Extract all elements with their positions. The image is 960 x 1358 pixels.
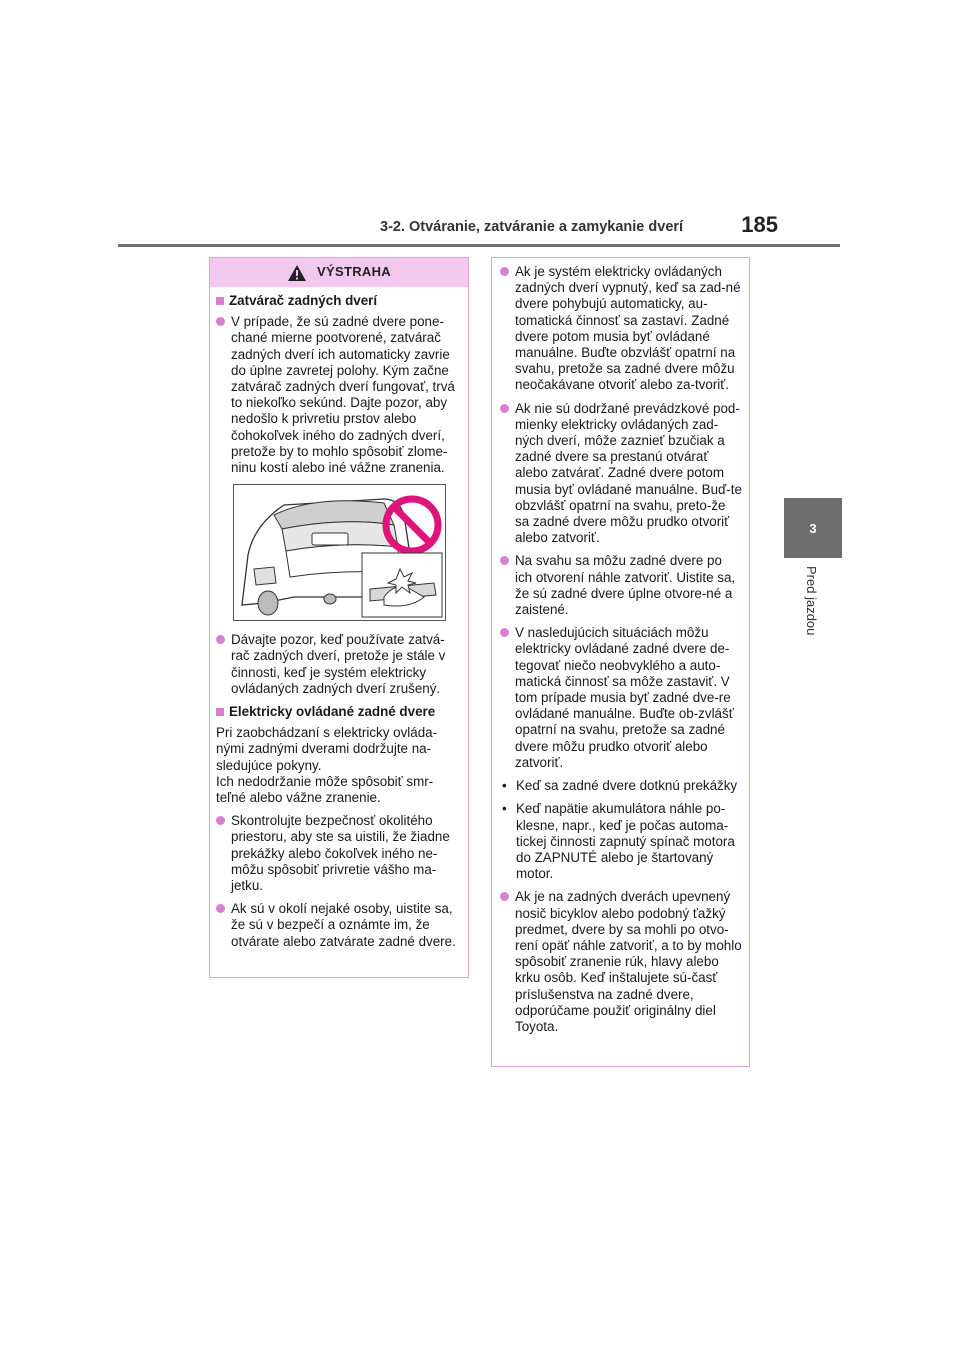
- bullet-dot-icon: [216, 317, 225, 326]
- section-title: 3-2. Otváranie, zatváranie a zamykanie dverí: [380, 219, 684, 235]
- bullet-dot-icon: [216, 635, 225, 644]
- bullet-dot-icon: [216, 816, 225, 825]
- bullet-dot-icon: [500, 267, 509, 276]
- list-item: V prípade, že sú zadné dvere pone-chané mierne pootvorené, zatvárač zadných dverí ich automaticky zavrie do úplne zavretej polohy. Kým začne zatvárač zadných dverí fungovať, trvá to niekoľko sekúnd. Dajte pozor, aby nedošlo k privretiu prstov alebo čohokoľvek iného do zadných dverí, pretože by to mohlo spôsobiť zlome-ninu kostí alebo iné vážne zranenia.: [216, 314, 461, 476]
- bullet-dot-icon: [216, 904, 225, 913]
- list-item: Ak sú v okolí nejaké osoby, uistite sa, že sú v bezpečí a oznámte im, že otvárate alebo zatvárate zadné dvere.: [216, 901, 461, 950]
- bullet-dot-icon: [500, 404, 509, 413]
- small-bullet-icon: •: [502, 801, 507, 817]
- warning-triangle-icon: [287, 264, 307, 282]
- header-rule: [118, 244, 840, 247]
- page-number: 185: [741, 212, 778, 237]
- list-item: Ak nie sú dodržané prevádzkové pod-mienky elektricky ovládaných zad-ných dverí, môže zaznieť bzučiak a zadné dvere sa prestanú otvárať alebo zatvárať. Zadné dvere potom musia byť ovládané manuálne. Buď-te obzvlášť opatrní na svahu, preto-že sa zadné dvere môžu prudko otvoriť alebo zatvoriť.: [500, 401, 742, 547]
- warning-box: [209, 257, 469, 978]
- intro-paragraph-2: Ich nedodržanie môže spôsobiť smr-teľné alebo vážne zranenie.: [216, 773, 434, 806]
- bullet-dot-icon: [500, 892, 509, 901]
- square-bullet-icon: [216, 708, 224, 716]
- heading-power-tailgate: Elektricky ovládané zadné dvere: [216, 704, 461, 720]
- list-item: Na svahu sa môžu zadné dvere po ich otvorení náhle zatvoriť. Uistite sa, že sú zadné dvere úplne otvore-né a zaistené.: [500, 553, 742, 618]
- list-item: Ak je systém elektricky ovládaných zadných dverí vypnutý, keď sa zad-né dvere pohybujú automaticky, au-tomatická činnosť sa zastaví. Zadné dvere potom musia byť ovládané manuálne. Buďte obzvlášť opatrní na svahu, pretože sa zadné dvere môžu neočakávane otvoriť alebo za-tvoriť.: [500, 264, 742, 394]
- square-bullet-icon: [216, 297, 224, 305]
- intro-paragraph: Pri zaobchádzaní s elektricky ovláda-nými zadnými dverami dodržujte na-sledujúce pokyny.: [216, 725, 438, 773]
- warning-title: VÝSTRAHA: [317, 264, 391, 280]
- tailgate-illustration: [233, 484, 446, 621]
- list-item: Ak je na zadných dverách upevnený nosič bicyklov alebo podobný ťažký predmet, dvere by sa mohli po otvo-rení opäť náhle zatvoriť, a to by mohlo spôsobiť zranenie rúk, hlavy alebo krku osôb. Keď inštalujete sú-časť príslušenstva na zadné dvere, odporúčame použiť originálny diel Toyota.: [500, 889, 742, 1035]
- warning-continuation-box: [491, 257, 750, 1067]
- warning-header: [210, 258, 468, 287]
- bullet-dot-icon: [500, 628, 509, 637]
- list-item: Skontrolujte bezpečnosť okolitého priestoru, aby ste sa uistili, že žiadne prekážky alebo čokoľvek iného ne-môžu spôsobiť privretie vášho ma-jetku.: [216, 813, 461, 894]
- list-item: V nasledujúcich situáciách môžu elektricky ovládané zadné dvere de-tegovať niečo neobvyklého a auto-matická činnosť sa môže zastaviť. V tom prípade musia byť zadné dve-re ovládané manuálne. Buďte ob-zvlášť opatrní na svahu, pretože sa zadné dvere môžu prudko otvoriť alebo zatvoriť.: [500, 625, 742, 771]
- chapter-tab: 3: [784, 498, 842, 558]
- sub-list-item: • Keď napätie akumulátora náhle po-klesne, napr., keď je počas automa-tickej činnosti zapnutý spínač motora do ZAPNUTÉ alebo je štartovaný motor.: [502, 801, 735, 882]
- small-bullet-icon: •: [502, 778, 507, 794]
- sub-list-item: • Keď sa zadné dvere dotknú prekážky: [502, 778, 738, 794]
- bullet-dot-icon: [500, 556, 509, 565]
- chapter-label: Pred jazdou: [804, 566, 819, 636]
- list-item: Dávajte pozor, keď používate zatvá-rač zadných dverí, pretože je stále v činnosti, keď je systém elektricky ovládaných zadných dverí zrušený.: [216, 632, 461, 697]
- heading-tailgate-closer: Zatvárač zadných dverí: [216, 293, 461, 309]
